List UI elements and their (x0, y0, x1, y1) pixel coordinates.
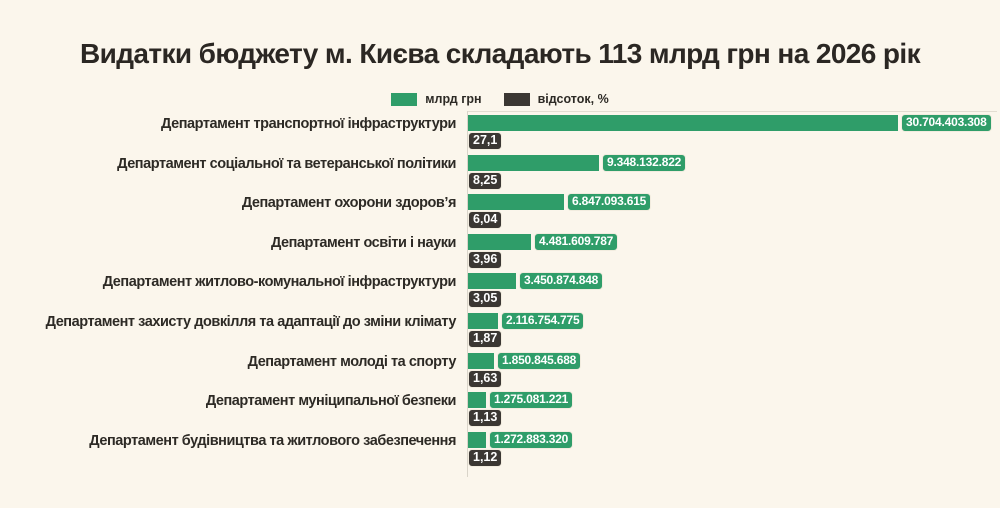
legend-label-bln: млрд грн (425, 92, 482, 106)
bar-line (468, 311, 584, 331)
value-bar (468, 353, 494, 369)
plot-top-line (467, 111, 997, 112)
bar-line (468, 351, 581, 371)
legend-label-percent: відсоток, % (537, 92, 609, 106)
category-label: Департамент житлово-комунальної інфраструктури (102, 274, 456, 291)
percent-badge: 6,04 (468, 211, 502, 229)
value-label: 6.847.093.615 (567, 193, 651, 211)
legend-item-percent (504, 92, 609, 106)
category-label: Департамент транспортної інфраструктури (161, 116, 456, 132)
value-bar (468, 194, 564, 210)
bar-line (468, 192, 651, 212)
bar-line (468, 153, 686, 173)
value-bar (468, 234, 531, 250)
value-bar (468, 432, 486, 448)
value-label: 1.850.845.688 (497, 352, 581, 370)
category-label: Департамент охорони здоров’я (241, 195, 456, 212)
chart-row (0, 271, 1000, 311)
bar-line (468, 113, 992, 133)
percent-badge: 1,12 (468, 449, 502, 467)
bar-chart (0, 113, 1000, 483)
chart-row (0, 351, 1000, 391)
category-label: Департамент захисту довкілля та адаптації до зміни клімату (45, 313, 456, 330)
category-label: Департамент будівництва та житлового забезпечення (89, 432, 456, 449)
chart-row (0, 153, 1000, 193)
percent-badge: 27,1 (468, 132, 502, 150)
category-label: Департамент муніципальної безпеки (205, 393, 456, 410)
category-label: Департамент освіти і науки (270, 234, 456, 251)
value-bar (468, 313, 498, 329)
percent-badge: 8,25 (468, 172, 502, 190)
bar-line (468, 271, 603, 291)
value-label: 1.272.883.320 (489, 431, 573, 449)
percent-badge: 1,63 (468, 370, 502, 388)
legend-swatch-green (391, 93, 417, 106)
bar-line (468, 430, 573, 450)
legend-swatch-dark (504, 93, 530, 106)
value-label: 30.704.403.308 (901, 114, 992, 132)
percent-badge: 1,13 (468, 409, 502, 427)
category-label: Департамент молоді та спорту (247, 353, 456, 370)
bar-line (468, 390, 573, 410)
chart-row (0, 311, 1000, 351)
category-label: Департамент соціальної та ветеранської політики (117, 155, 456, 172)
value-label: 1.275.081.221 (489, 391, 573, 409)
value-label: 9.348.132.822 (602, 154, 686, 172)
bar-line (468, 232, 618, 252)
value-label: 4.481.609.787 (534, 233, 618, 251)
legend-item-bln (391, 92, 481, 106)
value-bar (468, 115, 898, 131)
value-bar (468, 392, 486, 408)
value-label: 2.116.754.775 (501, 312, 584, 330)
chart-row (0, 113, 1000, 153)
chart-row (0, 390, 1000, 430)
value-bar (468, 155, 599, 171)
chart-row (0, 430, 1000, 470)
chart-row (0, 232, 1000, 272)
chart-title: Видатки бюджету м. Києва складають 113 млрд грн на 2026 рік (79, 38, 921, 69)
percent-badge: 3,05 (468, 290, 502, 308)
percent-badge: 3,96 (468, 251, 502, 269)
legend (0, 92, 1000, 106)
value-label: 3.450.874.848 (519, 272, 603, 290)
percent-badge: 1,87 (468, 330, 502, 348)
value-bar (468, 273, 516, 289)
chart-row (0, 192, 1000, 232)
